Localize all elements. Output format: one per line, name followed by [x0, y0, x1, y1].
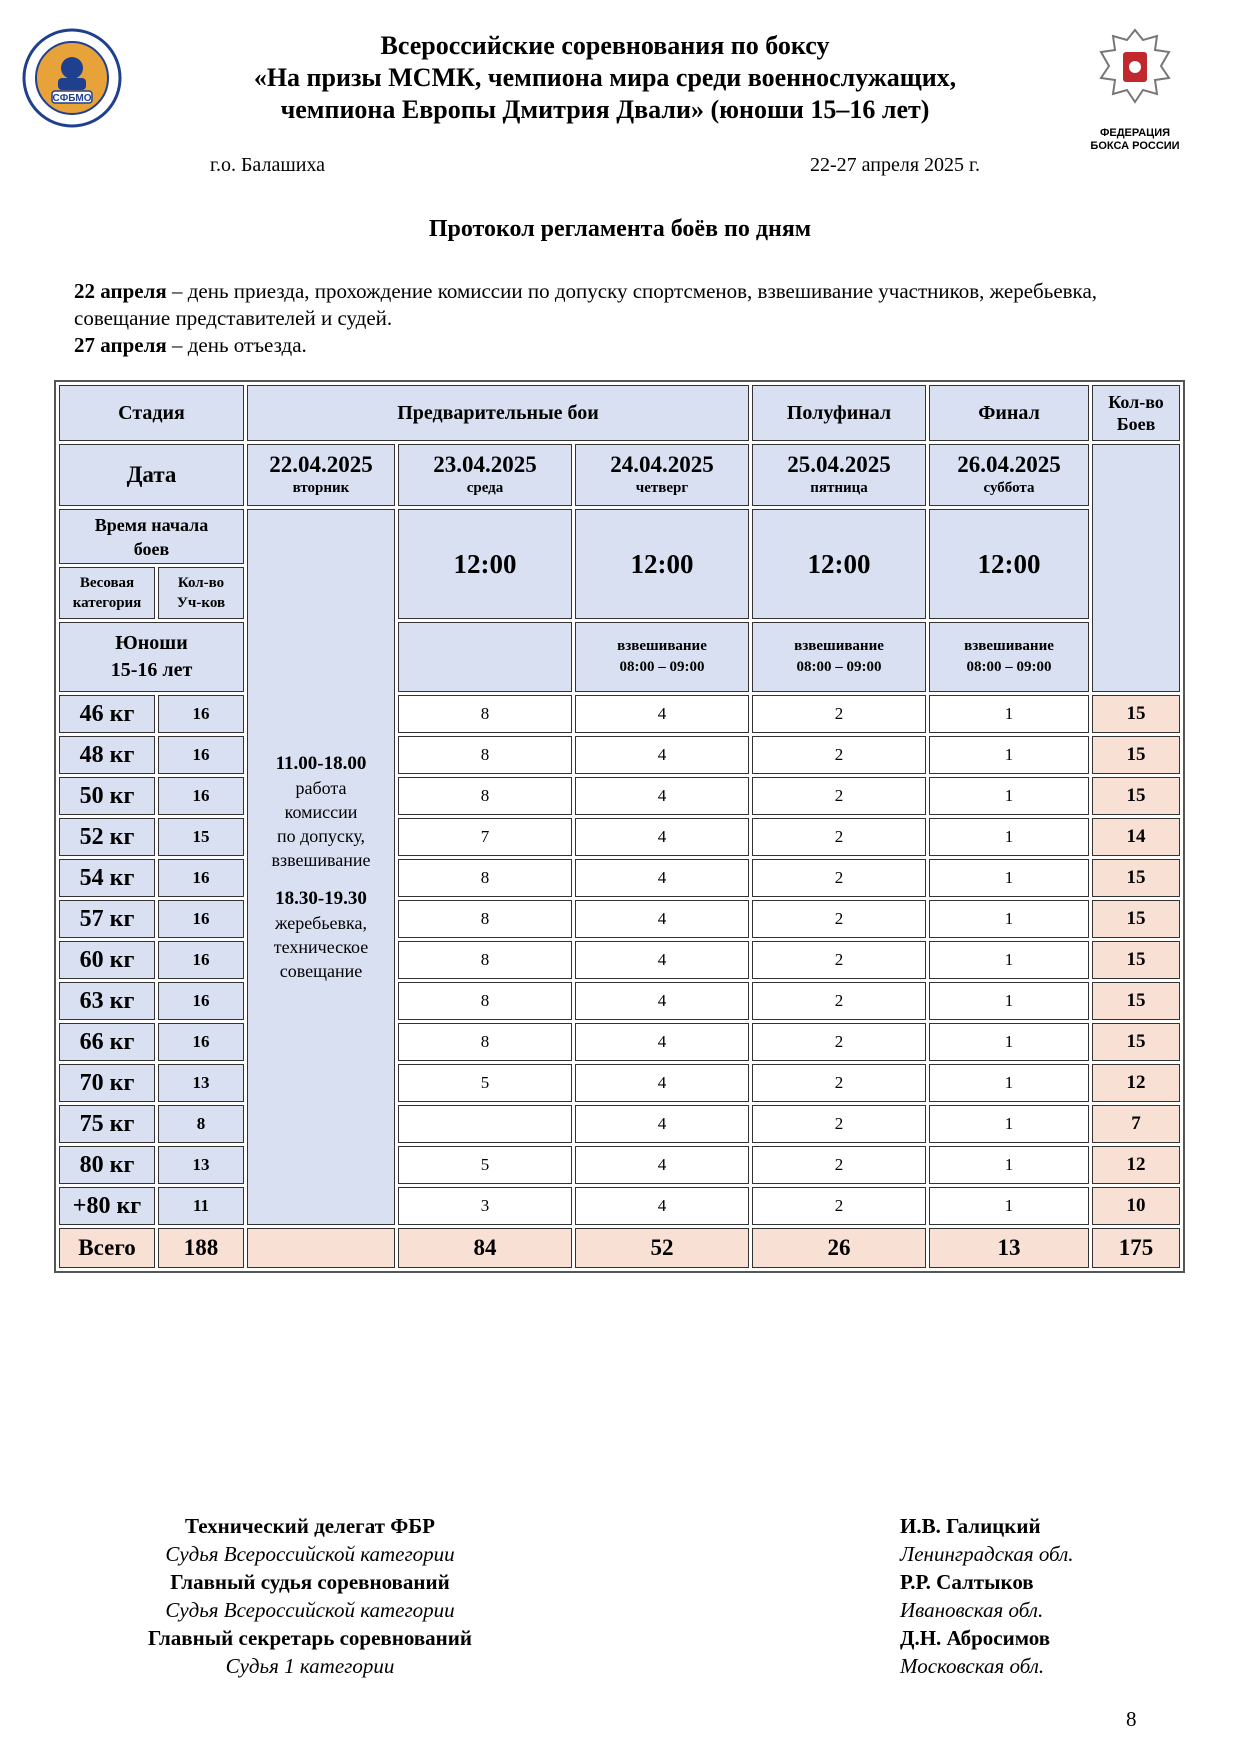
weekday-23: среда — [466, 479, 504, 496]
weight-category: 66 кг — [59, 1023, 155, 1061]
bouts-total: 15 — [1092, 982, 1180, 1020]
participants-count: 13 — [158, 1064, 244, 1102]
federation-logo-line1: ФЕДЕРАЦИЯ — [1099, 127, 1171, 139]
bouts-total: 15 — [1092, 736, 1180, 774]
signature-category-3: Судья 1 категории — [225, 1654, 395, 1678]
draw-line-2: техническое — [273, 937, 369, 957]
bouts-25: 2 — [752, 982, 926, 1020]
start-time-label-1: Время начала — [94, 514, 209, 535]
weekday-22: вторник — [292, 479, 350, 496]
weight-category: 54 кг — [59, 859, 155, 897]
bouts-26: 1 — [929, 982, 1089, 1020]
weekday-25: пятница — [810, 479, 868, 496]
sfbmo-logo — [22, 28, 122, 128]
bouts-24: 4 — [575, 1146, 749, 1184]
age-group-label — [59, 622, 244, 692]
bouts-26: 1 — [929, 941, 1089, 979]
participants-count: 16 — [158, 1023, 244, 1061]
semifinal-header: Полуфинал — [752, 385, 926, 441]
bouts-24: 4 — [575, 695, 749, 733]
totals-25: 26 — [752, 1228, 926, 1268]
event-title — [150, 30, 1060, 126]
weigh-in-label-26: взвешивание — [964, 638, 1054, 654]
participants-count-label — [158, 567, 244, 619]
sfbmo-logo-text: СФБМО — [52, 93, 92, 104]
group-label-1: Юноши — [115, 632, 188, 654]
date-24: 24.04.2025 — [610, 451, 714, 477]
bouts-23: 8 — [398, 736, 572, 774]
start-time-24: 12:00 — [575, 509, 749, 619]
bouts-total: 12 — [1092, 1064, 1180, 1102]
start-time-25: 12:00 — [752, 509, 926, 619]
bouts-24: 4 — [575, 982, 749, 1020]
intro-day2-date: 27 апреля — [74, 333, 167, 357]
bouts-26: 1 — [929, 777, 1089, 815]
page-number: 8 — [1126, 1707, 1137, 1731]
table-row — [59, 900, 1180, 938]
bouts-23: 8 — [398, 982, 572, 1020]
participants-count: 16 — [158, 695, 244, 733]
bouts-23: 8 — [398, 900, 572, 938]
signature-role-2: Главный судья соревнований — [170, 1570, 450, 1594]
commission-line-1: работа — [295, 778, 347, 798]
bouts-26: 1 — [929, 736, 1089, 774]
participants-count: 16 — [158, 941, 244, 979]
weight-category: 60 кг — [59, 941, 155, 979]
start-time-26: 12:00 — [929, 509, 1089, 619]
weight-category: 75 кг — [59, 1105, 155, 1143]
table-row — [59, 777, 1180, 815]
bouts-24: 4 — [575, 736, 749, 774]
bouts-25: 2 — [752, 777, 926, 815]
bouts-24: 4 — [575, 941, 749, 979]
bouts-26: 1 — [929, 1105, 1089, 1143]
bouts-23: 5 — [398, 1146, 572, 1184]
bouts-25: 2 — [752, 1187, 926, 1225]
signature-category-1: Судья Всероссийской категории — [165, 1542, 455, 1566]
weigh-in-time-24: 08:00 – 09:00 — [619, 659, 705, 675]
date-label: Дата — [59, 444, 244, 506]
table-row — [59, 1146, 1180, 1184]
title-line-2: «На призы МСМК, чемпиона мира среди военнослужащих, — [253, 63, 957, 92]
commission-line-3: по допуску, — [276, 826, 366, 846]
bouts-total: 14 — [1092, 818, 1180, 856]
bouts-26: 1 — [929, 859, 1089, 897]
bouts-23: 8 — [398, 941, 572, 979]
date-23: 23.04.2025 — [433, 451, 537, 477]
weight-label-1: Весовая — [79, 575, 135, 591]
bouts-total: 15 — [1092, 859, 1180, 897]
schedule-table — [54, 380, 1185, 1273]
bouts-23: 8 — [398, 777, 572, 815]
totals-23: 84 — [398, 1228, 572, 1268]
signature-role-1: Технический делегат ФБР — [185, 1514, 435, 1538]
bouts-count-header-spacer — [1092, 444, 1180, 692]
bouts-total: 15 — [1092, 1023, 1180, 1061]
date-26: 26.04.2025 — [957, 451, 1061, 477]
bouts-24: 4 — [575, 1064, 749, 1102]
participants-count: 15 — [158, 818, 244, 856]
table-row — [59, 941, 1180, 979]
start-time-label — [59, 509, 244, 564]
totals-participants: 188 — [158, 1228, 244, 1268]
protocol-title: Протокол регламента боёв по дням — [428, 216, 812, 242]
intro-text — [74, 278, 1174, 359]
weight-category: 46 кг — [59, 695, 155, 733]
signature-name-3: Д.Н. Абросимов — [900, 1626, 1051, 1650]
weight-category: 63 кг — [59, 982, 155, 1020]
bouts-label-2: Боев — [1116, 414, 1156, 434]
bouts-total: 15 — [1092, 941, 1180, 979]
event-location: г.о. Балашиха — [210, 154, 326, 176]
weight-category: +80 кг — [59, 1187, 155, 1225]
federation-logo-line2: БОКСА РОССИИ — [1090, 140, 1180, 152]
bouts-25: 2 — [752, 1105, 926, 1143]
signature-role-3: Главный секретарь соревнований — [148, 1626, 472, 1650]
weight-category: 57 кг — [59, 900, 155, 938]
bouts-23: 3 — [398, 1187, 572, 1225]
bouts-26: 1 — [929, 1146, 1089, 1184]
weight-category: 70 кг — [59, 1064, 155, 1102]
bouts-25: 2 — [752, 859, 926, 897]
commission-line-4: взвешивание — [271, 850, 371, 870]
count-label-2: Уч-ков — [176, 595, 226, 611]
bouts-total: 10 — [1092, 1187, 1180, 1225]
bouts-24: 4 — [575, 1023, 749, 1061]
table-row — [59, 736, 1180, 774]
participants-count: 16 — [158, 736, 244, 774]
bouts-23: 5 — [398, 1064, 572, 1102]
date-cell-23 — [398, 444, 572, 506]
day1-activities — [247, 509, 395, 1225]
table-row — [59, 1023, 1180, 1061]
table-row — [59, 982, 1180, 1020]
table-row — [59, 859, 1180, 897]
signature-roles — [100, 1512, 520, 1680]
commission-line-2: комиссии — [284, 802, 358, 822]
participants-count: 16 — [158, 777, 244, 815]
bouts-25: 2 — [752, 1023, 926, 1061]
weekday-26: суббота — [983, 479, 1035, 496]
weekday-24: четверг — [635, 479, 689, 496]
weight-label-2: категория — [72, 595, 142, 611]
bouts-26: 1 — [929, 695, 1089, 733]
weigh-in-25 — [752, 622, 926, 692]
bouts-26: 1 — [929, 900, 1089, 938]
totals-bouts: 175 — [1092, 1228, 1180, 1268]
bouts-24: 4 — [575, 859, 749, 897]
bouts-25: 2 — [752, 1146, 926, 1184]
signature-names — [900, 1512, 1200, 1680]
intro-day2-text: – день отъезда. — [166, 333, 307, 357]
intro-day1-text: – день приезда, прохождение комиссии по допуску спортсменов, взвешивание участников, жеребьевка, совещание представителей и судей. — [74, 279, 1098, 330]
table-row — [59, 818, 1180, 856]
start-time-23: 12:00 — [398, 509, 572, 619]
draw-line-1: жеребьевка, — [275, 913, 367, 933]
signature-region-1: Ленинградская обл. — [900, 1542, 1074, 1566]
bouts-26: 1 — [929, 1064, 1089, 1102]
bouts-24: 4 — [575, 1187, 749, 1225]
boxing-federation-logo — [1085, 22, 1185, 152]
prelim-header: Предварительные бои — [247, 385, 749, 441]
weight-category: 48 кг — [59, 736, 155, 774]
weight-category: 50 кг — [59, 777, 155, 815]
bouts-25: 2 — [752, 1064, 926, 1102]
bouts-25: 2 — [752, 941, 926, 979]
weigh-in-label-25: взвешивание — [794, 638, 884, 654]
bouts-24: 4 — [575, 1105, 749, 1143]
title-line-3: чемпиона Европы Дмитрия Двали» (юноши 15–16 лет) — [280, 95, 930, 124]
bouts-26: 1 — [929, 1023, 1089, 1061]
signature-region-3: Московская обл. — [900, 1654, 1045, 1678]
count-label-1: Кол-во — [177, 575, 225, 591]
weigh-in-time-26: 08:00 – 09:00 — [966, 659, 1052, 675]
totals-26: 13 — [929, 1228, 1089, 1268]
participants-count: 16 — [158, 900, 244, 938]
bouts-total: 7 — [1092, 1105, 1180, 1143]
date-cell-26 — [929, 444, 1089, 506]
bouts-total: 15 — [1092, 900, 1180, 938]
bouts-25: 2 — [752, 695, 926, 733]
bouts-26: 1 — [929, 1187, 1089, 1225]
weigh-in-24 — [575, 622, 749, 692]
participants-count: 11 — [158, 1187, 244, 1225]
totals-24: 52 — [575, 1228, 749, 1268]
bouts-25: 2 — [752, 900, 926, 938]
date-22: 22.04.2025 — [269, 451, 373, 477]
bouts-24: 4 — [575, 818, 749, 856]
totals-22 — [247, 1228, 395, 1268]
commission-time: 11.00-18.00 — [275, 753, 367, 774]
date-cell-24 — [575, 444, 749, 506]
signature-name-2: Р.Р. Салтыков — [900, 1570, 1034, 1594]
table-row — [59, 1105, 1180, 1143]
event-dates: 22-27 апреля 2025 г. — [810, 154, 980, 176]
weight-category-label — [59, 567, 155, 619]
bouts-count-header — [1092, 385, 1180, 441]
start-time-label-2: боев — [133, 538, 170, 559]
stage-header: Стадия — [59, 385, 244, 441]
weigh-in-label-24: взвешивание — [617, 638, 707, 654]
participants-count: 8 — [158, 1105, 244, 1143]
participants-count: 13 — [158, 1146, 244, 1184]
final-header: Финал — [929, 385, 1089, 441]
weight-category: 80 кг — [59, 1146, 155, 1184]
bouts-25: 2 — [752, 736, 926, 774]
participants-count: 16 — [158, 982, 244, 1020]
participants-count: 16 — [158, 859, 244, 897]
weigh-in-time-25: 08:00 – 09:00 — [796, 659, 882, 675]
table-row — [59, 1064, 1180, 1102]
weight-category: 52 кг — [59, 818, 155, 856]
signature-region-2: Ивановская обл. — [900, 1598, 1044, 1622]
totals-label: Всего — [59, 1228, 155, 1268]
bouts-23 — [398, 1105, 572, 1143]
bouts-24: 4 — [575, 777, 749, 815]
bouts-24: 4 — [575, 900, 749, 938]
draw-time: 18.30-19.30 — [275, 888, 367, 909]
draw-line-3: совещание — [279, 961, 363, 981]
weigh-in-23 — [398, 622, 572, 692]
signature-name-1: И.В. Галицкий — [900, 1514, 1041, 1538]
bouts-23: 8 — [398, 695, 572, 733]
weigh-in-26 — [929, 622, 1089, 692]
bouts-26: 1 — [929, 818, 1089, 856]
date-cell-22 — [247, 444, 395, 506]
table-row — [59, 1187, 1180, 1225]
bouts-total: 15 — [1092, 695, 1180, 733]
title-line-1: Всероссийские соревнования по боксу — [380, 31, 830, 60]
bouts-23: 7 — [398, 818, 572, 856]
signature-category-2: Судья Всероссийской категории — [165, 1598, 455, 1622]
date-25: 25.04.2025 — [787, 451, 891, 477]
group-label-2: 15-16 лет — [110, 659, 193, 681]
bouts-23: 8 — [398, 1023, 572, 1061]
table-row — [59, 695, 1180, 733]
bouts-23: 8 — [398, 859, 572, 897]
bouts-total: 15 — [1092, 777, 1180, 815]
bouts-25: 2 — [752, 818, 926, 856]
bouts-label-1: Кол-во — [1108, 392, 1164, 412]
intro-day1-date: 22 апреля — [74, 279, 167, 303]
totals-row — [59, 1228, 1180, 1268]
date-cell-25 — [752, 444, 926, 506]
bouts-total: 12 — [1092, 1146, 1180, 1184]
